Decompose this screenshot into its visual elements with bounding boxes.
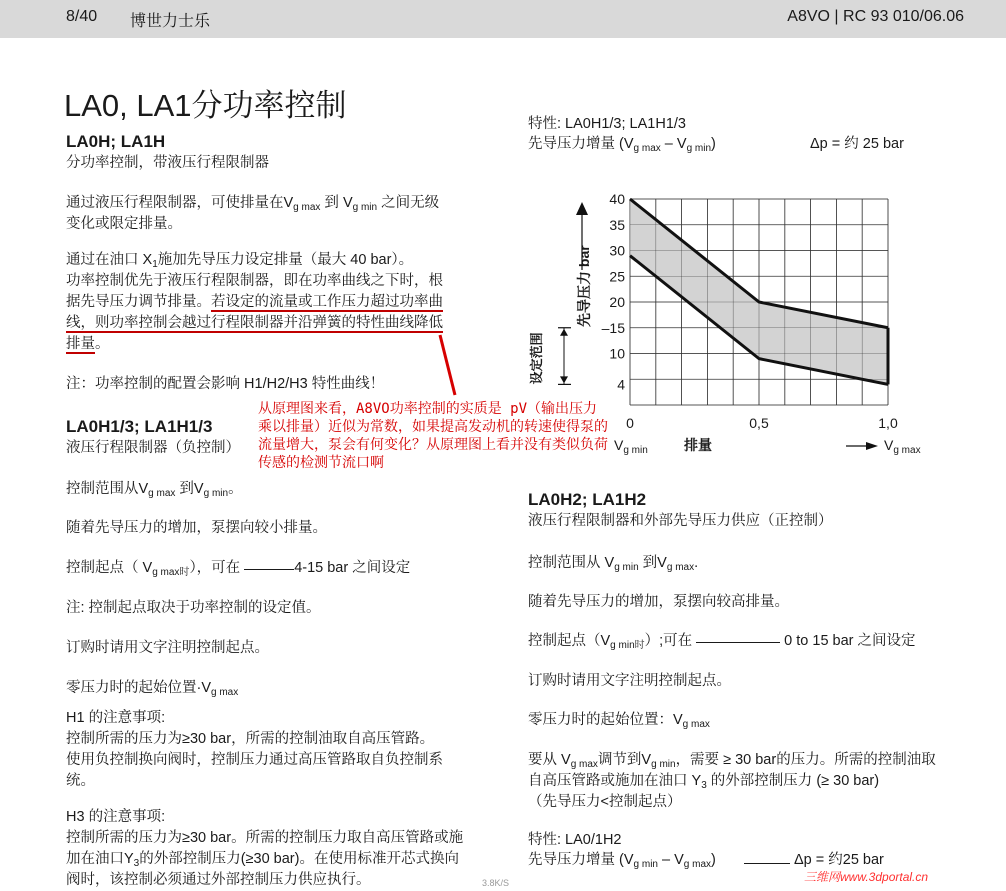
paragraph-line: 控制所需的压力为≥30 bar，所需的控制油取自高压管路。 xyxy=(66,731,435,747)
characteristic-label-h2: 特性: LA0/1H2 xyxy=(528,832,622,848)
paragraph-line: 控制所需的压力为≥30 bar。所需的控制压力取自高压管路或施 xyxy=(66,830,464,846)
x-tick-label: 1,0 xyxy=(878,415,898,431)
section-heading-la0h1: LA0H1/3; LA1H1/3 xyxy=(66,417,213,436)
speed-indicator: 3.8K/S xyxy=(482,878,510,888)
paragraph-line: 订购时请用文字注明控制起点。 xyxy=(528,673,731,689)
section-subtitle-la0h: 分功率控制，带液压行程限制器 xyxy=(66,155,269,171)
red-underline-text: 线，则功率控制会越过行程限制器并沿弹簧的特性曲线降低 xyxy=(66,315,443,331)
page-header xyxy=(0,0,1006,38)
paragraph-line: 控制范围从$V_{g max}$ 到$V_{g min}$。 xyxy=(66,481,243,499)
x-axis-arrow-head xyxy=(866,442,878,450)
paragraph-line: 自高压管路或施加在油口 $Y_3$ 的外部控制压力 (≥ 30 bar) xyxy=(528,773,880,791)
pilot-pressure-increment: 先导压力增量 $(V_{g max} - V_{g min})$ xyxy=(528,136,716,154)
x-axis-label: 排量 xyxy=(684,437,712,453)
paragraph-line: 据先导压力调节排量。若设定的流量或工作压力超过功率曲 xyxy=(66,294,443,310)
site-watermark: 三维网www.3dportal.cn xyxy=(804,870,929,884)
y-tick-label: 10 xyxy=(609,345,625,362)
y-axis-arrow-head xyxy=(576,202,588,215)
paragraph-line: （先导压力<控制起点） xyxy=(528,794,682,810)
setting-range-label: 设定范围 xyxy=(529,332,544,385)
delta-p-value: Δp = 约 25 bar xyxy=(810,136,904,152)
delta-p-value-h2: Δp = 约25 bar xyxy=(794,852,884,868)
h3-notes-title: H3 的注意事项: xyxy=(66,809,166,825)
paragraph-line: 要从 $V_{g max}$调节到$V_{g min}$，需要 ≥ 30 bar的压力。所需的控制油取 xyxy=(528,752,936,770)
paragraph-line: 随着先导压力的增加，泵摆向较高排量。 xyxy=(528,594,789,610)
page-title: LA0, LA1分功率控制 xyxy=(64,88,347,123)
h1-notes-title: H1 的注意事项: xyxy=(66,710,166,726)
paragraph-line: 零压力时的起始位置：$V_{g max}$ xyxy=(528,712,710,730)
fill-in-blank xyxy=(244,559,294,570)
note-power-control: 注：功率控制的配置会影响 H1/H2/H3 特性曲线！ xyxy=(66,376,385,392)
x-max-label: $V_{g max}$ xyxy=(884,437,921,456)
document-id: A8VO | RC 93 010/06.06 xyxy=(787,8,964,25)
page-number: 8/40 xyxy=(66,8,98,25)
paragraph-line: 控制起点（ $V_{g max时}$），可在 4-15 bar 之间设定 xyxy=(66,560,411,578)
red-annotation-comment: 从原理图来看，A8VO功率控制的实质是 pV（输出压力乘以排量）近似为常数，如果提高发动机的转速使得泵的流量增大，泵会有何变化？从原理图上看并没有类似负荷传感的检测节流口啊 xyxy=(258,401,608,471)
paragraph-line: 加在油口$Y_3$的外部控制压力(≥30 bar)。在使用标准开芯式换向 xyxy=(66,851,459,869)
paragraph-line: 统。 xyxy=(66,773,95,789)
paragraph-line: 控制起点$(V_{g min时})$;可在 0 to 15 bar 之间设定 xyxy=(528,633,916,651)
y-tick-label: 30 xyxy=(609,242,625,259)
paragraph-line: 功率控制优先于液压行程限制器，即在功率曲线之下时，根 xyxy=(66,273,443,289)
paragraph-line: 随着先导压力的增加，泵摆向较小排量。 xyxy=(66,520,327,536)
x-tick-label: 0,5 xyxy=(749,415,769,431)
range-arrow-down xyxy=(560,376,568,383)
paragraph-line: 使用负控制换向阀时，控制压力通过高压管路取自负控制系 xyxy=(66,752,443,768)
paragraph-line: 控制范围从 $V_{g min}$ 到$V_{g max}$. xyxy=(528,555,699,573)
fill-in-blank xyxy=(696,632,780,643)
paragraph-line: 注: 控制起点取决于功率控制的设定值。 xyxy=(66,600,321,616)
paragraph-line: 通过液压行程限制器，可使排量在$V_{g max}$ 到 $V_{g min}$ 之间无级 xyxy=(66,195,440,213)
paragraph-line: 排量。 xyxy=(66,336,110,352)
x-min-subscript: g min xyxy=(623,445,648,456)
annotation-pointer-line xyxy=(430,330,470,400)
paragraph-line: 订购时请用文字注明控制起点。 xyxy=(66,640,269,656)
x-min-label: $V_{g min}$ xyxy=(614,437,648,456)
range-arrow-up xyxy=(560,329,568,336)
fill-in-blank xyxy=(744,863,790,864)
section-subtitle-la0h2: 液压行程限制器和外部先导压力供应（正控制） xyxy=(528,513,833,529)
x-max-subscript: g max xyxy=(893,445,921,456)
y-tick-label: 35 xyxy=(609,216,625,233)
red-underline-text: 排量 xyxy=(66,336,95,352)
paragraph-line: 变化或限定排量。 xyxy=(66,216,182,232)
section-heading-la0h: LA0H; LA1H xyxy=(66,132,166,151)
y-tick-label: –15 xyxy=(601,319,625,336)
characteristic-label: 特性: LA0H1/3; LA1H1/3 xyxy=(528,116,686,132)
red-underline-text: 若设定的流量或工作压力超过功率曲 xyxy=(211,294,443,310)
section-heading-la0h2: LA0H2; LA1H2 xyxy=(528,490,647,509)
y-tick-label: 40 xyxy=(609,191,625,207)
x-tick-label: 0 xyxy=(626,415,634,431)
y-tick-label: 20 xyxy=(609,294,625,310)
paragraph-line: 零压力时的起始位置$\cdot V_{g max}$ xyxy=(66,680,239,698)
brand-name: 博世力士乐 xyxy=(130,13,211,30)
y-axis-label: 先导压力 bar xyxy=(576,245,592,327)
section-subtitle-la0h1: 液压行程限制器（负控制） xyxy=(66,440,240,456)
characteristic-chart xyxy=(510,182,950,466)
pilot-pressure-increment-h2: 先导压力增量 $(V_{g min} - V_{g max})$ xyxy=(528,852,716,870)
paragraph-line: 通过在油口 $X_1$施加先导压力设定排量（最大 40 bar）。 xyxy=(66,252,414,270)
paragraph-line: 阀时，该控制必须通过外部控制压力供应执行。 xyxy=(66,872,371,888)
y-tick-label: 4 xyxy=(617,376,625,393)
y-tick-label: 25 xyxy=(609,268,625,285)
paragraph-line xyxy=(66,313,443,334)
